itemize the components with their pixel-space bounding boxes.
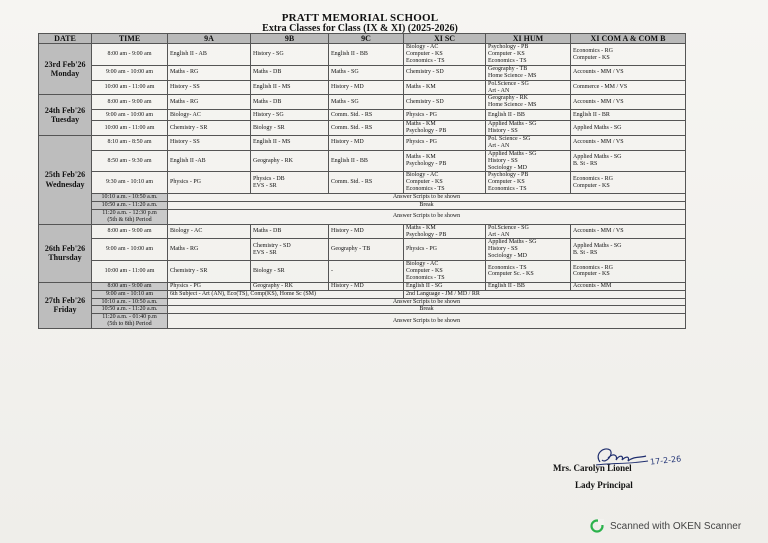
subject-line: Maths - RG bbox=[170, 246, 199, 253]
subject-line: Accounts - MM / VS bbox=[573, 98, 624, 105]
subject-cell bbox=[251, 65, 329, 80]
subject-line: EVS - SR bbox=[253, 182, 277, 189]
time-cell bbox=[92, 298, 168, 306]
subject-cell bbox=[486, 80, 571, 95]
subject-line: English II - AB bbox=[170, 51, 207, 58]
subject-line: Economics - TS bbox=[488, 186, 527, 193]
subject-cell bbox=[168, 110, 251, 121]
subject-cell bbox=[571, 121, 686, 136]
column-header: 9A bbox=[168, 34, 251, 44]
timetable-row bbox=[39, 202, 686, 210]
subject-line: Physics - DB bbox=[253, 175, 285, 182]
subject-line: History - MD bbox=[331, 139, 364, 146]
subject-cell bbox=[571, 95, 686, 110]
time-note: (5th to 8th) Period bbox=[107, 321, 152, 328]
subject-line: Geography - RK bbox=[253, 282, 293, 289]
subject-cell bbox=[404, 239, 486, 261]
timetable-subtitle: Extra Classes for Class (IX & XI) (2025-2026) bbox=[262, 23, 458, 34]
time-cell bbox=[92, 121, 168, 136]
column-header: 9C bbox=[329, 34, 404, 44]
time-cell bbox=[92, 172, 168, 194]
timetable-row bbox=[39, 172, 686, 194]
subject-line: Comm. Std. - RS bbox=[331, 179, 373, 186]
subject-line: Maths - DB bbox=[253, 228, 282, 235]
subject-line: History - SS bbox=[488, 128, 518, 135]
date-cell bbox=[39, 282, 92, 328]
time-text: 9:00 am - 10:00 am bbox=[106, 69, 153, 76]
scanner-note: Scanned with OKEN Scanner bbox=[610, 520, 742, 532]
time-cell bbox=[92, 194, 168, 202]
subject-cell bbox=[404, 172, 486, 194]
subject-cell bbox=[329, 135, 404, 150]
merged-cell: Break bbox=[168, 306, 686, 314]
time-cell bbox=[92, 282, 168, 290]
subject-cell bbox=[168, 239, 251, 261]
subject-line: Geography - TB bbox=[331, 246, 371, 253]
subject-line: Economics - TS bbox=[406, 57, 445, 64]
subject-line: Commerce - MM / VS bbox=[573, 84, 628, 91]
date-line: Friday bbox=[53, 305, 77, 315]
subject-line: English II - SG bbox=[406, 282, 443, 289]
subject-cell bbox=[329, 80, 404, 95]
subject-line: English II - BB bbox=[488, 282, 525, 289]
subject-line: Accounts - MM / VS bbox=[573, 228, 624, 235]
subject-cell bbox=[168, 261, 251, 283]
subject-line: Chemistry - SD bbox=[406, 69, 444, 76]
subject-cell bbox=[329, 150, 404, 172]
subject-line: Psychology - PB bbox=[406, 231, 447, 238]
subject-line: History - SS bbox=[488, 246, 518, 253]
column-header: XI COM A & COM B bbox=[571, 34, 686, 44]
subject-cell bbox=[251, 44, 329, 66]
time-text: 8:50 am - 9:30 am bbox=[107, 157, 152, 164]
time-text: 10:00 am - 11:00 am bbox=[104, 124, 155, 131]
subject-line: B. St - RS bbox=[573, 161, 598, 168]
subject-line: Computer - KS bbox=[573, 182, 610, 189]
time-text: 10:10 a.m. - 10:50 a.m. bbox=[101, 298, 158, 305]
time-cell bbox=[92, 261, 168, 283]
subject-line: Biology - SR bbox=[253, 268, 285, 275]
subject-cell bbox=[251, 80, 329, 95]
time-text: 8:00 am - 9:00 am bbox=[107, 282, 152, 289]
subject-line: Maths - KM bbox=[406, 121, 436, 128]
timetable-row bbox=[39, 306, 686, 314]
subject-line: Economics - TS bbox=[488, 57, 527, 64]
time-text: 9:00 am - 10:00 am bbox=[106, 246, 153, 253]
time-cell bbox=[92, 314, 168, 329]
subject-line: English II - BB bbox=[488, 111, 525, 118]
subject-cell bbox=[168, 282, 251, 290]
subject-line: Accounts - MM / VS bbox=[573, 139, 624, 146]
signature-date: 17-2-26 bbox=[649, 454, 682, 467]
subject-line: Computer - KS bbox=[488, 179, 525, 186]
subject-line: Biology- AC bbox=[170, 111, 201, 118]
time-cell bbox=[92, 224, 168, 239]
date-line: 26th Feb'26 bbox=[44, 243, 86, 253]
date-line: Tuesday bbox=[50, 115, 80, 125]
time-cell bbox=[92, 44, 168, 66]
merged-cell: 6th Subject - Art (AN), Eco(TS), Comp(KS), Home Sc (SM) bbox=[168, 290, 404, 298]
subject-line: Computer - KS bbox=[406, 268, 443, 275]
subject-line: Chemistry - SR bbox=[170, 268, 208, 275]
date-cell bbox=[39, 95, 92, 136]
subject-cell bbox=[486, 224, 571, 239]
subject-cell bbox=[168, 150, 251, 172]
subject-line: History - SS bbox=[488, 157, 518, 164]
subject-line: Chemistry - SD bbox=[406, 98, 444, 105]
subject-cell bbox=[251, 224, 329, 239]
subject-line: Chemistry - SD bbox=[253, 242, 291, 249]
subject-cell bbox=[404, 135, 486, 150]
time-cell bbox=[92, 239, 168, 261]
subject-cell bbox=[168, 80, 251, 95]
subject-cell bbox=[329, 239, 404, 261]
subject-line: Pol.Science - SG bbox=[488, 224, 529, 231]
subject-line: Geography - RK bbox=[488, 95, 528, 102]
subject-line: Economics - RG bbox=[573, 47, 613, 54]
subject-cell bbox=[571, 282, 686, 290]
time-cell bbox=[92, 209, 168, 224]
subject-cell bbox=[404, 110, 486, 121]
date-cell bbox=[39, 44, 92, 95]
subject-cell bbox=[168, 172, 251, 194]
subject-cell bbox=[168, 135, 251, 150]
subject-cell bbox=[329, 95, 404, 110]
timetable-row bbox=[39, 95, 686, 110]
subject-cell bbox=[168, 44, 251, 66]
principal-name: Mrs. Carolyn Lionel bbox=[553, 463, 632, 473]
subject-cell bbox=[329, 261, 404, 283]
time-text: 11:20 a.m. - 12:30 p.m bbox=[102, 209, 157, 216]
subject-line: Biology - AC bbox=[406, 172, 439, 179]
subject-cell bbox=[486, 150, 571, 172]
subject-line: Applied Maths - SG bbox=[488, 239, 537, 246]
subject-line: Applied Maths - SG bbox=[488, 121, 537, 128]
merged-cell: Answer Scripts to be shown bbox=[168, 298, 686, 306]
time-text: 10:00 am - 11:00 am bbox=[104, 84, 155, 91]
subject-line: Computer - KS bbox=[406, 51, 443, 58]
subject-line: Maths - KM bbox=[406, 84, 436, 91]
date-line: Wednesday bbox=[45, 179, 85, 189]
timetable-row bbox=[39, 135, 686, 150]
subject-line: Biology - AC bbox=[406, 261, 439, 268]
timetable-row bbox=[39, 224, 686, 239]
subject-cell bbox=[404, 80, 486, 95]
subject-cell bbox=[486, 261, 571, 283]
column-header: 9B bbox=[251, 34, 329, 44]
merged-cell: Answer Scripts to be shown bbox=[168, 194, 686, 202]
subject-line: English II - MS bbox=[253, 139, 291, 146]
time-text: 10:50 a.m. - 11:20 a.m. bbox=[101, 202, 158, 208]
subject-line: Pol.Science - SG bbox=[488, 80, 529, 87]
subject-line: Accounts - MM / VS bbox=[573, 69, 624, 76]
subject-line: History - MD bbox=[331, 282, 364, 289]
subject-line: Computer Sc. - KS bbox=[488, 271, 534, 278]
subject-line: Chemistry - SR bbox=[170, 124, 208, 131]
subject-line: English II - BB bbox=[331, 51, 368, 58]
subject-line: Biology - SR bbox=[253, 124, 285, 131]
subject-line: History - SG bbox=[253, 51, 284, 58]
subject-cell bbox=[404, 95, 486, 110]
subject-line: Physics - PG bbox=[406, 139, 438, 146]
subject-line: EVS - SR bbox=[253, 249, 277, 256]
subject-line: Physics - PG bbox=[406, 246, 438, 253]
subject-cell bbox=[571, 224, 686, 239]
subject-cell bbox=[486, 110, 571, 121]
date-line: 25th Feb'26 bbox=[44, 170, 86, 180]
column-header: DATE bbox=[39, 34, 92, 44]
subject-cell bbox=[571, 239, 686, 261]
timetable-header-row bbox=[39, 34, 686, 44]
subject-cell bbox=[486, 172, 571, 194]
subject-line: Art - AN bbox=[488, 231, 510, 238]
column-header: XI HUM bbox=[486, 34, 571, 44]
subject-cell bbox=[329, 110, 404, 121]
subject-cell bbox=[168, 65, 251, 80]
subject-cell bbox=[404, 261, 486, 283]
principal-role: Lady Principal bbox=[575, 480, 633, 490]
subject-line: Computer - KS bbox=[406, 179, 443, 186]
subject-line: Comm. Std. - RS bbox=[331, 111, 373, 118]
subject-line: Sociology - MD bbox=[488, 164, 527, 171]
timetable-row bbox=[39, 209, 686, 224]
school-name: PRATT MEMORIAL SCHOOL bbox=[281, 12, 439, 24]
subject-line: History - SS bbox=[170, 84, 200, 91]
subject-line: Applied Maths - SG bbox=[573, 242, 622, 249]
subject-line: Applied Maths - SG bbox=[573, 124, 622, 131]
scanner-logo-icon bbox=[590, 519, 604, 533]
subject-cell bbox=[251, 282, 329, 290]
subject-line: Economics - TS bbox=[488, 264, 527, 271]
subject-line: History - SS bbox=[170, 139, 200, 146]
column-header: TIME bbox=[92, 34, 168, 44]
subject-cell bbox=[571, 44, 686, 66]
subject-cell bbox=[486, 239, 571, 261]
timetable-row bbox=[39, 239, 686, 261]
subject-cell bbox=[251, 95, 329, 110]
subject-cell bbox=[571, 65, 686, 80]
subject-cell bbox=[251, 261, 329, 283]
subject-cell bbox=[571, 80, 686, 95]
subject-line: Physics - PG bbox=[170, 179, 202, 186]
subject-line: Maths - SG bbox=[331, 98, 359, 105]
time-text: 8:00 am - 9:00 am bbox=[107, 51, 152, 58]
subject-cell bbox=[571, 110, 686, 121]
subject-cell bbox=[168, 121, 251, 136]
subject-cell bbox=[329, 65, 404, 80]
subject-line: Computer - KS bbox=[488, 51, 525, 58]
subject-line: Geography - TB bbox=[488, 65, 528, 72]
timetable-row bbox=[39, 194, 686, 202]
timetable-row bbox=[39, 150, 686, 172]
subject-cell bbox=[251, 150, 329, 172]
subject-line: Biology - AC bbox=[170, 228, 203, 235]
subject-line: Home Science - MS bbox=[488, 72, 537, 79]
subject-line: Maths - RG bbox=[170, 69, 199, 76]
subject-line: History - SG bbox=[253, 111, 284, 118]
merged-cell: 2nd Language - JM / MD / RR bbox=[404, 290, 686, 298]
subject-line: English II -AB bbox=[170, 157, 206, 164]
subject-line: Psychology - PB bbox=[406, 128, 447, 135]
subject-cell bbox=[404, 121, 486, 136]
subject-cell bbox=[329, 172, 404, 194]
subject-cell bbox=[486, 121, 571, 136]
subject-cell bbox=[571, 172, 686, 194]
time-cell bbox=[92, 95, 168, 110]
timetable-row bbox=[39, 261, 686, 283]
time-cell bbox=[92, 202, 168, 210]
subject-cell bbox=[486, 44, 571, 66]
subject-cell bbox=[571, 261, 686, 283]
subject-line: Comm. Std. - RS bbox=[331, 124, 373, 131]
date-cell bbox=[39, 135, 92, 224]
subject-line: Economics - RG bbox=[573, 175, 613, 182]
subject-cell bbox=[329, 44, 404, 66]
subject-cell bbox=[251, 172, 329, 194]
subject-line: Computer - KS bbox=[573, 271, 610, 278]
timetable-row bbox=[39, 314, 686, 329]
time-cell bbox=[92, 290, 168, 298]
subject-line: Art - AN bbox=[488, 87, 510, 94]
time-cell bbox=[92, 65, 168, 80]
time-text: 9:00 am - 10:00 am bbox=[106, 111, 153, 118]
subject-line: History - MD bbox=[331, 228, 364, 235]
time-cell bbox=[92, 110, 168, 121]
subject-line: Pol. Science - SG bbox=[488, 135, 531, 142]
subject-cell bbox=[168, 95, 251, 110]
extra-classes-timetable bbox=[38, 33, 686, 329]
time-note: (5th & 6th) Period bbox=[107, 216, 152, 223]
time-cell bbox=[92, 306, 168, 314]
time-cell bbox=[92, 135, 168, 150]
subject-cell bbox=[571, 150, 686, 172]
subject-line: Maths - SG bbox=[331, 69, 359, 76]
subject-line: Applied Maths - SG bbox=[488, 150, 537, 157]
subject-line: - bbox=[331, 268, 333, 275]
timetable-row bbox=[39, 110, 686, 121]
date-line: 27th Feb'26 bbox=[44, 295, 86, 305]
scanner-watermark bbox=[590, 519, 741, 533]
subject-line: Computer - KS bbox=[573, 54, 610, 61]
timetable-row bbox=[39, 44, 686, 66]
subject-cell bbox=[251, 121, 329, 136]
time-text: 10:00 am - 11:00 am bbox=[104, 268, 155, 275]
subject-cell bbox=[404, 282, 486, 290]
time-text: 8:00 am - 9:00 am bbox=[107, 228, 152, 235]
time-text: 9:30 am - 10:10 am bbox=[106, 179, 153, 186]
subject-cell bbox=[486, 282, 571, 290]
subject-line: Maths - DB bbox=[253, 98, 282, 105]
time-text: 10:50 a.m. - 11:20 a.m. bbox=[101, 306, 158, 313]
time-cell bbox=[92, 80, 168, 95]
subject-line: Biology - AC bbox=[406, 44, 439, 51]
subject-line: History - MD bbox=[331, 84, 364, 91]
date-line: Monday bbox=[50, 69, 80, 79]
subject-line: B. St - RS bbox=[573, 249, 598, 256]
time-text: 8:10 am - 8:50 am bbox=[107, 139, 152, 146]
timetable-row bbox=[39, 121, 686, 136]
subject-line: Maths - RG bbox=[170, 98, 199, 105]
date-line: Thursday bbox=[48, 253, 82, 263]
subject-line: English II - BB bbox=[331, 157, 368, 164]
timetable-row bbox=[39, 282, 686, 290]
subject-line: Psychology - PB bbox=[488, 44, 529, 51]
subject-line: English II - MS bbox=[253, 84, 291, 91]
timetable-row bbox=[39, 298, 686, 306]
subject-line: Maths - DB bbox=[253, 69, 282, 76]
subject-line: Maths - KM bbox=[406, 154, 436, 161]
date-line: 23rd Feb'26 bbox=[44, 59, 86, 69]
date-cell bbox=[39, 224, 92, 282]
subject-cell bbox=[329, 121, 404, 136]
subject-cell bbox=[486, 65, 571, 80]
subject-line: Economics - TS bbox=[406, 274, 445, 281]
subject-line: Home Science - MS bbox=[488, 102, 537, 109]
subject-line: Geography - RK bbox=[253, 157, 293, 164]
subject-cell bbox=[404, 224, 486, 239]
merged-cell: Answer Scripts to be shown bbox=[168, 314, 686, 329]
date-line: 24th Feb'26 bbox=[44, 105, 86, 115]
time-text: 10:10 a.m. - 10:50 a.m. bbox=[101, 194, 158, 201]
time-text: 9:00 am - 10:10 am bbox=[106, 290, 153, 297]
subject-cell bbox=[404, 65, 486, 80]
subject-cell bbox=[329, 224, 404, 239]
time-cell bbox=[92, 150, 168, 172]
time-text: 11:20 a.m. - 01:40 p.m bbox=[102, 314, 157, 321]
subject-cell bbox=[486, 135, 571, 150]
timetable-row bbox=[39, 65, 686, 80]
time-text: 8:00 am - 9:00 am bbox=[107, 98, 152, 105]
subject-line: Physics - PG bbox=[170, 282, 202, 289]
subject-line: Accounts - MM bbox=[573, 282, 612, 289]
subject-line: Economics - RG bbox=[573, 264, 613, 271]
timetable-row bbox=[39, 290, 686, 298]
timetable-row bbox=[39, 80, 686, 95]
subject-cell bbox=[571, 135, 686, 150]
subject-line: Psychology - PB bbox=[488, 172, 529, 179]
subject-line: Psychology - PB bbox=[406, 161, 447, 168]
merged-cell: Answer Scripts to be shown bbox=[168, 209, 686, 224]
subject-cell bbox=[168, 224, 251, 239]
subject-cell bbox=[251, 239, 329, 261]
subject-line: Applied Maths - SG bbox=[573, 154, 622, 161]
subject-line: English II - BR bbox=[573, 111, 610, 118]
subject-cell bbox=[486, 95, 571, 110]
subject-line: Physics - PG bbox=[406, 111, 438, 118]
subject-cell bbox=[251, 135, 329, 150]
subject-cell bbox=[404, 150, 486, 172]
column-header: XI SC bbox=[404, 34, 486, 44]
subject-line: Art - AN bbox=[488, 142, 510, 149]
merged-cell: Break bbox=[168, 202, 686, 210]
subject-line: Sociology - MD bbox=[488, 253, 527, 260]
subject-cell bbox=[329, 282, 404, 290]
subject-cell bbox=[251, 110, 329, 121]
subject-line: Maths - KM bbox=[406, 224, 436, 231]
subject-cell bbox=[404, 44, 486, 66]
subject-line: Economics - TS bbox=[406, 186, 445, 193]
